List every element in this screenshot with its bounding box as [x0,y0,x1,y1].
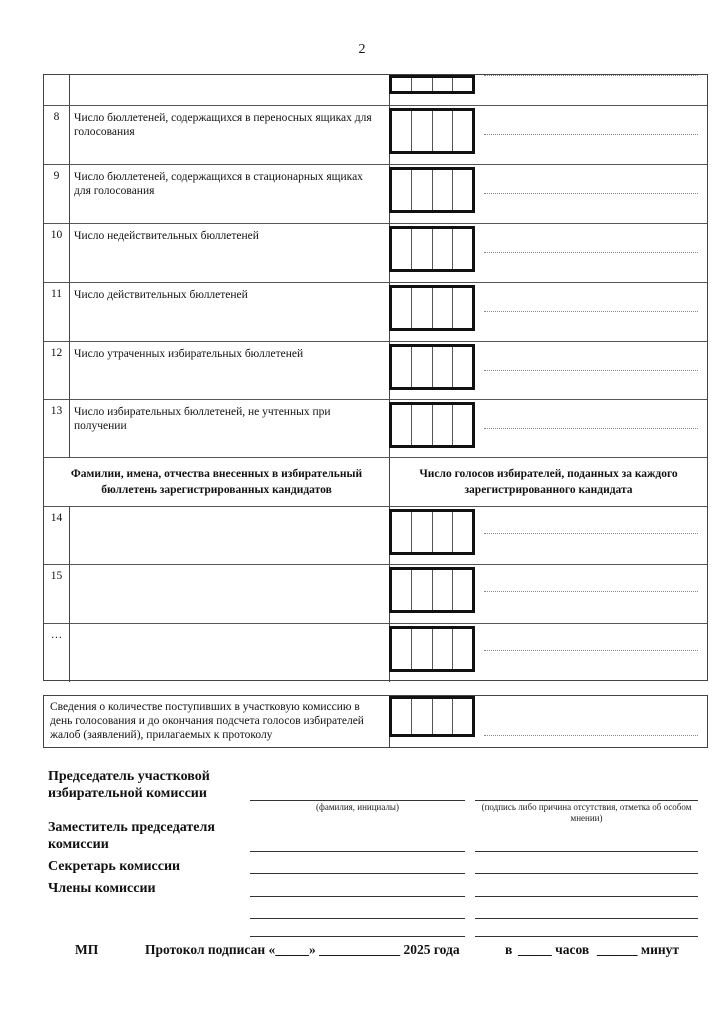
time-at: в [505,942,513,957]
member-sign-line-3[interactable] [475,936,698,937]
digit-boxes[interactable] [389,626,475,672]
table-row [44,341,707,399]
digit-boxes[interactable] [389,226,475,272]
members-label: Члены комиссии [48,881,156,896]
table-row [44,223,707,282]
words-line[interactable] [484,735,698,736]
complaints-section [43,695,708,748]
words-line[interactable] [484,252,698,253]
digit-boxes[interactable] [389,75,475,94]
digit-boxes[interactable] [389,567,475,613]
member-name-line-1[interactable] [250,896,465,897]
minutes-field[interactable]: ______ минут [597,942,680,957]
table-row [44,282,707,341]
deputy-name-line[interactable] [250,851,465,852]
secretary-name-line[interactable] [250,873,465,874]
protocol-signed-date[interactable]: Протокол подписан «_____» ____________ 2025 года [145,942,460,957]
row-number: … [44,624,70,682]
candidate-row [44,506,707,564]
words-line[interactable] [484,311,698,312]
row-number: 8 [44,106,70,164]
words-line[interactable] [484,591,698,592]
row-label: Число недействительных бюллетеней [74,230,259,242]
protocol-table [43,74,708,681]
caption-name: (фамилия, инициалы) [316,802,399,812]
candidates-votes-header: Число голосов избирателей, поданных за каждого зарегистрированного кандидата [389,458,707,506]
candidate-row [44,564,707,623]
page-number: 2 [358,42,366,57]
words-line[interactable] [484,370,698,371]
deputy-label: Заместитель председателя комиссии [48,820,215,852]
words-line[interactable] [484,193,698,194]
candidates-names-header: Фамилии, имена, отчества внесенных в избирательный бюллетень зарегистрированных кандидатов [70,468,363,496]
row-label: Число утраченных избирательных бюллетеней [74,348,304,360]
member-sign-line-1[interactable] [475,896,698,897]
hours-field[interactable]: _____ часов [518,942,590,957]
digit-boxes[interactable] [389,344,475,390]
chairman-label: Председатель участковой избирательной комиссии [48,769,210,801]
digit-boxes[interactable] [389,285,475,331]
secretary-label: Секретарь комиссии [48,859,181,874]
row-number: 9 [44,165,70,223]
digit-boxes[interactable] [389,108,475,154]
candidate-row [44,623,707,682]
row-label: Число избирательных бюллетеней, не учтенных при получении [74,406,331,432]
stamp-place: МП [75,942,99,957]
row-number: 14 [44,507,70,564]
deputy-sign-line[interactable] [475,851,698,852]
digit-boxes[interactable] [389,509,475,555]
row-number: 12 [44,342,70,399]
table-row [44,105,707,164]
chairman-sign-line[interactable] [475,800,698,801]
words-line[interactable] [484,428,698,429]
row-number: 11 [44,283,70,341]
chairman-name-line[interactable] [250,800,465,801]
digit-boxes[interactable] [389,167,475,213]
row-number: 10 [44,224,70,282]
words-line[interactable] [484,533,698,534]
digit-boxes[interactable] [389,402,475,448]
row-label: Число действительных бюллетеней [74,289,248,301]
row-number [44,75,70,105]
row-label: Число бюллетеней, содержащихся в переносных ящиках для голосования [74,112,372,138]
member-name-line-2[interactable] [250,918,465,919]
row-number: 13 [44,400,70,457]
digit-boxes[interactable] [389,696,475,737]
words-line[interactable] [484,75,698,76]
secretary-sign-line[interactable] [475,873,698,874]
member-name-line-3[interactable] [250,936,465,937]
member-sign-line-2[interactable] [475,918,698,919]
candidates-header-row [44,457,707,506]
table-row [44,164,707,223]
words-line[interactable] [484,134,698,135]
row-number: 15 [44,565,70,623]
caption-sign: (подпись либо причина отсутствия, отметка об особом мнении) [481,802,692,823]
table-row-continuation [44,75,707,105]
row-label: Число бюллетеней, содержащихся в стационарных ящиках для голосования [74,171,363,197]
complaints-label: Сведения о количестве поступивших в участковую комиссию в день голосования и до окончания подсчета голосов избирателей жалоб (заявлений), прилагаемых к протоколу [50,701,364,741]
table-row [44,399,707,457]
words-line[interactable] [484,650,698,651]
